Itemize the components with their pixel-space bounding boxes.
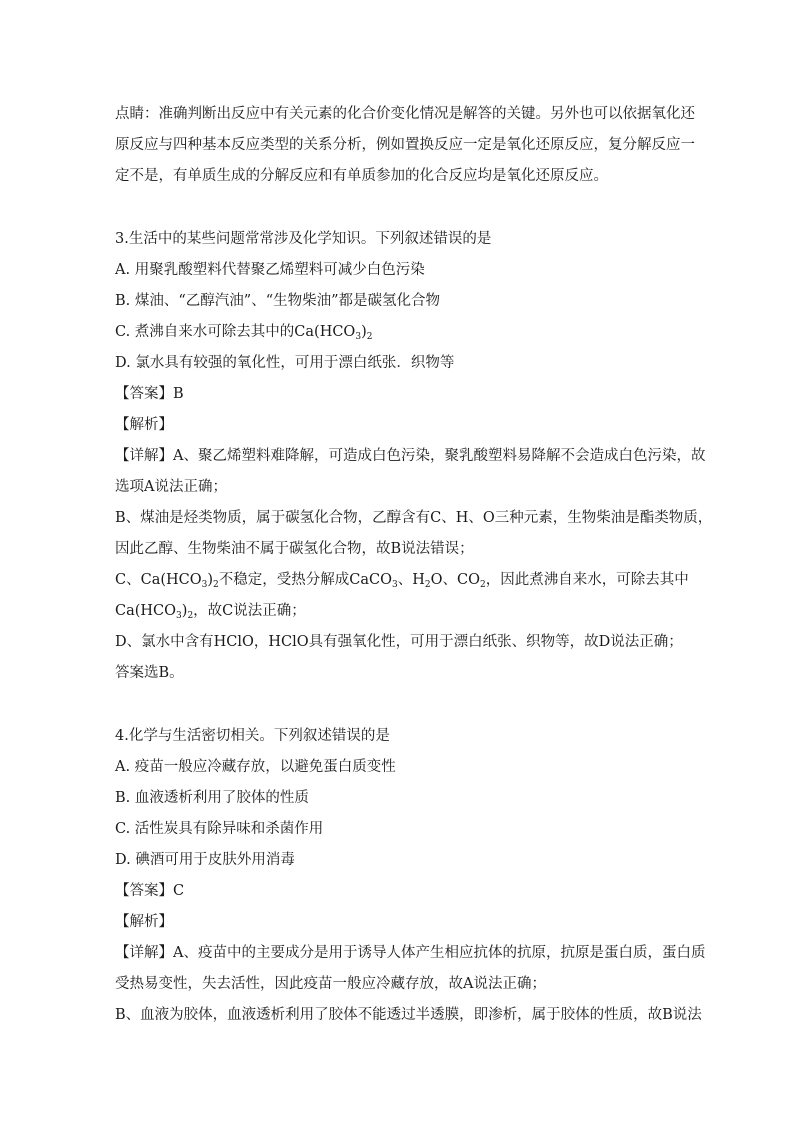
q3-detail-c-2: $Ca(HCO_3)_2$，故C说法正确；: [115, 603, 306, 621]
q4-detail-a-1: 【详解】A、疫苗中的主要成分是用于诱导人体产生相应抗体的抗原，抗原是蛋白质，蛋白质: [115, 945, 706, 961]
q4-detail-a-2: 受热易变性，失去活性，因此疫苗一般应冷藏存放，故A说法正确；: [115, 976, 546, 992]
q4-option-b: B. 血液透析利用了胶体的性质: [115, 790, 309, 806]
q3-detail-d: D、氯水中含有HClO，HClO具有强氧化性，可用于漂白纸张、织物等，故D说法正确；: [115, 634, 683, 650]
q3-option-c: C. 煮沸自来水可除去其中的$Ca(HCO_3)_2$: [115, 324, 373, 342]
q3-option-d: D. 氯水具有较强的氧化性，可用于漂白纸张．织物等: [115, 355, 455, 371]
q3-option-b: B. 煤油、“乙醇汽油”、“生物柴油”都是碳氢化合物: [115, 293, 441, 309]
q3-answer: 【答案】B: [115, 386, 184, 402]
q3-option-a: A. 用聚乳酸塑料代替聚乙烯塑料可减少白色污染: [115, 262, 425, 278]
note-line-3: 定不是，有单质生成的分解反应和有单质参加的化合反应均是氧化还原反应。: [115, 168, 608, 184]
q4-detail-b-1: B、血液为胶体，血液透析利用了胶体不能透过半透膜，即渗析，属于胶体的性质，故B说法: [115, 1007, 702, 1023]
q4-option-c: C. 活性炭具有除异味和杀菌作用: [115, 821, 324, 837]
q3-detail-a-1: 【详解】A、聚乙烯塑料难降解，可造成白色污染，聚乳酸塑料易降解不会造成白色污染，故: [115, 448, 706, 464]
q3-detail-a-2: 选项A说法正确；: [115, 479, 227, 495]
q3-detail-b-1: B、煤油是烃类物质，属于碳氢化合物，乙醇含有C、H、O三种元素，生物柴油是酯类物质，: [115, 510, 713, 526]
q4-option-d: D. 碘酒可用于皮肤外用消毒: [115, 852, 295, 868]
q4-option-a: A. 疫苗一般应冷藏存放，以避免蛋白质变性: [115, 759, 396, 775]
note-line-1: 点睛：准确判断出反应中有关元素的化合价变化情况是解答的关键。另外也可以依据氧化还: [115, 106, 695, 122]
q3-stem: 3.生活中的某些问题常常涉及化学知识。下列叙述错误的是: [115, 231, 492, 247]
q3-detail-c-1: C、$Ca(HCO_3)_2$不稳定，受热分解成CaCO$_3$、$H_2O$、$CO_2$，因此煮沸自来水，可除去其中: [115, 572, 689, 590]
q3-detail-b-2: 因此乙醇、生物柴油不属于碳氢化合物，故B说法错误；: [115, 541, 474, 557]
note-line-2: 原反应与四种基本反应类型的关系分析，例如置换反应一定是氧化还原反应，复分解反应一: [115, 137, 695, 153]
q4-stem: 4.化学与生活密切相关。下列叙述错误的是: [115, 728, 390, 744]
q3-analysis-heading: 【解析】: [115, 417, 173, 433]
q3-conclusion: 答案选B。: [115, 665, 184, 681]
q4-answer: 【答案】C: [115, 883, 185, 899]
q4-analysis-heading: 【解析】: [115, 914, 173, 930]
